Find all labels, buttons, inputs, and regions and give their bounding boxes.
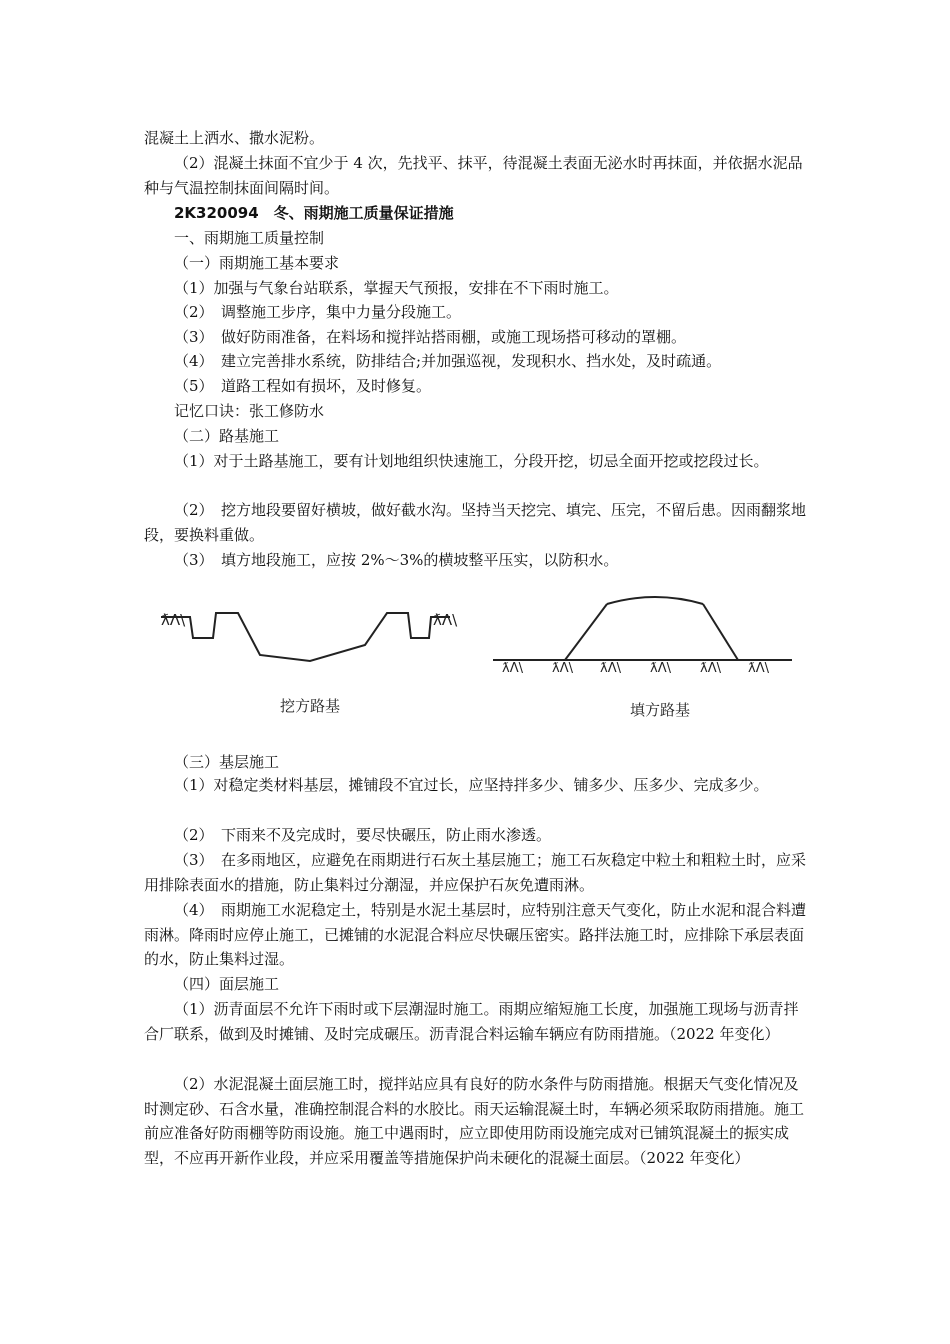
subgrade-item-2: （2） 挖方地段要留好横坡，做好截水沟。坚持当天挖完、填完、压完，不留后患。因雨翻浆地段，要换料重做。 xyxy=(144,501,807,544)
base-item-3: （3） 在多雨地区，应避免在雨期进行石灰土基层施工；施工石灰稳定中粒土和粗粒土时，应采用排除表面水的措施，防止集料过分潮湿，并应保护石灰免遭雨淋。 xyxy=(144,851,807,894)
list-item-2: （2） 调整施工步序，集中力量分段施工。 xyxy=(174,303,462,321)
cut-subgrade-caption: 挖方路基 xyxy=(279,697,341,715)
cut-subgrade-profile xyxy=(161,613,450,661)
svg-text:ƛΛ\: ƛΛ\ xyxy=(161,611,186,629)
fill-subgrade-caption: 填方路基 xyxy=(629,701,691,719)
svg-text:ƛΛ\: ƛΛ\ xyxy=(700,661,721,676)
base-item-2: （2） 下雨来不及完成时，要尽快碾压，防止雨水渗透。 xyxy=(174,826,552,844)
svg-text:ƛΛ\: ƛΛ\ xyxy=(552,661,573,676)
list-item-1: （1）加强与气象台站联系，掌握天气预报，安排在不下雨时施工。 xyxy=(174,279,619,297)
subheading-basic-requirements: （一）雨期施工基本要求 xyxy=(174,254,340,272)
section-heading: 2K320094 冬、雨期施工质量保证措施 xyxy=(174,204,454,222)
fill-subgrade-diagram xyxy=(490,590,800,730)
list-item-4: （4） 建立完善排水系统，防排结合;并加强巡视，发现积水、挡水处，及时疏通。 xyxy=(174,352,722,370)
surface-item-2: （2）水泥混凝土面层施工时，搅拌站应具有良好的防水条件与防雨措施。根据天气变化情况及时测定砂、石含水量，准确控制混合料的水胶比。雨天运输混凝土时，车辆必须采取防雨措施。施工前应准备好防雨棚等防雨设施。施工中遇雨时，应立即使用防雨设施完成对已铺筑混凝土的振实成型，不应再开新作业段，并应采用覆盖等措施保护尚未硬化的混凝土面层。（2022 年变化） xyxy=(144,1075,805,1167)
subheading-base: （三）基层施工 xyxy=(174,753,280,771)
subgrade-item-3: （3） 填方地段施工，应按 2%～3%的横坡整平压实，以防积水。 xyxy=(174,551,619,569)
svg-text:ƛΛ\: ƛΛ\ xyxy=(433,611,458,629)
fill-subgrade-profile xyxy=(493,597,792,660)
ground-hatch-row xyxy=(502,661,770,676)
cut-subgrade-diagram xyxy=(150,590,470,730)
ground-hatch-right xyxy=(433,611,458,629)
base-item-4: （4） 雨期施工水泥稳定土，特别是水泥土基层时，应特别注意天气变化，防止水泥和混合料遭雨淋。降雨时应停止施工，已摊铺的水泥混合料应尽快碾压密实。路拌法施工时，应排除下承层表面的水，防止集料过湿。 xyxy=(144,901,807,968)
svg-text:ƛΛ\: ƛΛ\ xyxy=(502,661,523,676)
surface-item-1: （1）沥青面层不允许下雨时或下层潮湿时施工。雨期应缩短施工长度，加强施工现场与沥青拌合厂联系，做到及时摊铺、及时完成碾压。沥青混合料运输车辆应有防雨措施。（2022 年变化） xyxy=(144,1000,799,1043)
subheading-surface: （四）面层施工 xyxy=(174,975,280,993)
base-item-1: （1）对稳定类材料基层，摊铺段不宜过长，应坚持拌多少、铺多少、压多少、完成多少。 xyxy=(174,776,769,794)
paragraph-continuation: 混凝土上洒水、撒水泥粉。 xyxy=(144,129,325,147)
ground-hatch-left xyxy=(161,611,186,629)
paragraph-troweling: （2）混凝土抹面不宜少于 4 次，先找平、抹平，待混凝土表面无泌水时再抹面，并依据水泥品种与气温控制抹面间隔时间。 xyxy=(144,154,803,197)
mnemonic: 记忆口诀：张工修防水 xyxy=(174,402,325,420)
list-item-3: （3） 做好防雨准备，在料场和搅拌站搭雨棚，或施工现场搭可移动的罩棚。 xyxy=(174,328,687,346)
svg-text:ƛΛ\: ƛΛ\ xyxy=(650,661,671,676)
svg-text:ƛΛ\: ƛΛ\ xyxy=(600,661,621,676)
subheading-rainy-quality: 一、雨期施工质量控制 xyxy=(174,229,325,247)
subgrade-item-1: （1）对于土路基施工，要有计划地组织快速施工，分段开挖，切忌全面开挖或挖段过长。 xyxy=(174,452,769,470)
subheading-subgrade: （二）路基施工 xyxy=(174,427,280,445)
svg-text:ƛΛ\: ƛΛ\ xyxy=(748,661,769,676)
list-item-5: （5） 道路工程如有损坏，及时修复。 xyxy=(174,377,432,395)
